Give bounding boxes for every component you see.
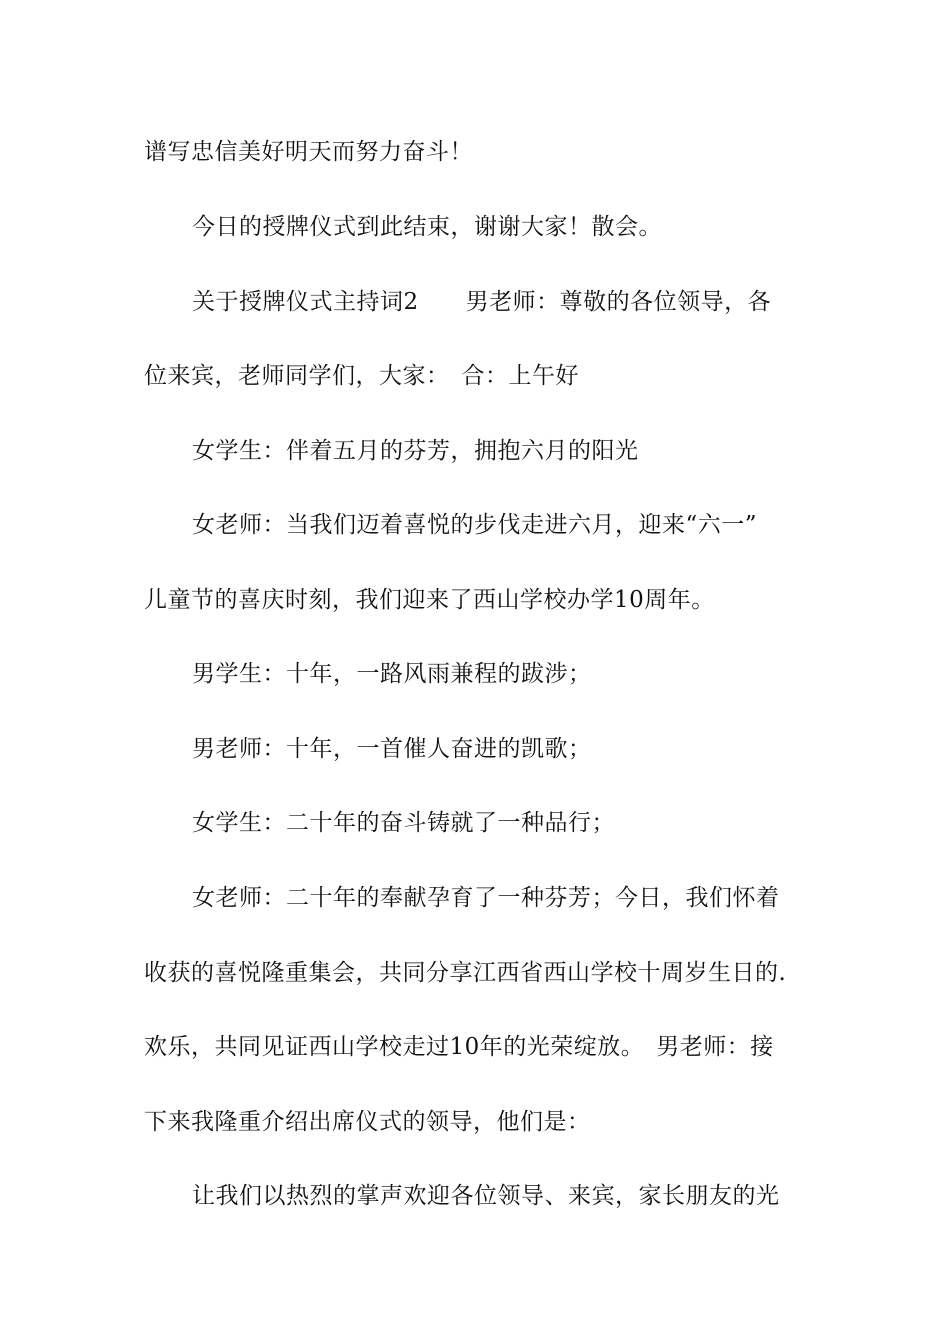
text-line: 收获的喜悦隆重集会，共同分享江西省西山学校十周岁生日的. <box>144 960 787 986</box>
text-line: 儿童节的喜庆时刻，我们迎来了西山学校办学10周年。 <box>144 587 715 613</box>
text-line: 今日的授牌仪式到此结束，谢谢大家！散会。 <box>192 214 662 240</box>
text-line: 谱写忠信美好明天而努力奋斗！ <box>144 139 473 165</box>
text-line: 让我们以热烈的掌声欢迎各位领导、来宾，家长朋友的光 <box>192 1183 780 1209</box>
text-line: 位来宾，老师同学们，大家： 合：上午好 <box>144 363 579 389</box>
text-line: 欢乐，共同见证西山学校走过10年的光荣绽放。 男老师：接 <box>144 1034 774 1060</box>
text-line: 女学生：伴着五月的芬芳，拥抱六月的阳光 <box>192 438 639 464</box>
text-line: 男学生：十年，一路风雨兼程的跋涉； <box>192 661 592 687</box>
text-line: 下来我隆重介绍出席仪式的领导，他们是： <box>144 1109 591 1135</box>
text-line: 女老师：二十年的奉献孕育了一种芬芳；今日，我们怀着 <box>192 885 780 911</box>
text-line: 女老师：当我们迈着喜悦的步伐走进六月，迎来“六一” <box>192 512 758 538</box>
text-line: 男老师：十年，一首催人奋进的凯歌； <box>192 736 592 762</box>
text-line: 女学生：二十年的奋斗铸就了一种品行； <box>192 810 615 836</box>
text-line: 关于授牌仪式主持词2 男老师：尊敬的各位领导，各 <box>192 289 772 315</box>
